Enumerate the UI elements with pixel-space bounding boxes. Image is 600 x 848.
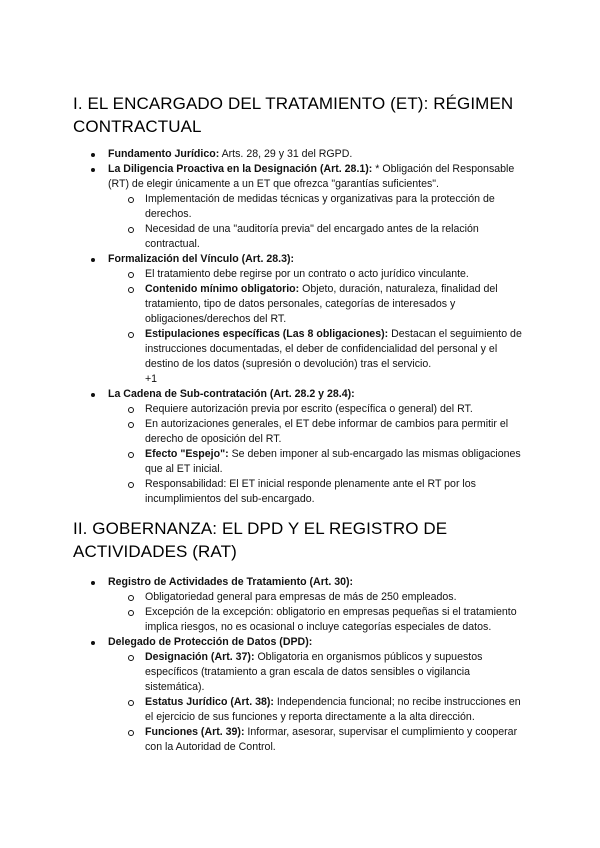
list-item-subcontratacion — [91, 387, 531, 402]
sub-item — [128, 447, 531, 477]
list-item-dpd — [91, 635, 531, 650]
sub-item-text: Requiere autorización previa por escrito (específica o general) del RT. — [145, 403, 473, 415]
item-label: La Cadena de Sub-contratación (Art. 28.2 y 28.4): — [108, 388, 355, 400]
item-label: Registro de Actividades de Tratamiento (Art. 30): — [108, 576, 354, 588]
sub-item-text: Destacan el seguimiento de instrucciones documentadas, el deber de confidencialidad del personal y el destino de los datos (supresión o devolución) tras el servicio. — [145, 328, 522, 370]
sub-item-text: Informar, asesorar, supervisar el cumplimiento y cooperar con la Autoridad de Control. — [145, 726, 518, 753]
item-label: Formalización del Vínculo (Art. 28.3): — [108, 253, 295, 265]
sub-item — [128, 725, 531, 755]
sub-item-label: Estipulaciones específicas (Las 8 obligaciones): — [145, 328, 389, 340]
sub-item-text: En autorizaciones generales, el ET debe informar de cambios para permitir el derecho de oposición del RT. — [145, 418, 509, 445]
sub-item-text: Objeto, duración, naturaleza, finalidad del tratamiento, tipo de datos personales, categorías de interesados y obligaciones/derechos del RT. — [145, 283, 498, 325]
sub-item-text: Obligatoria en organismos públicos y supuestos específicos (tratamiento a gran escala de datos sensibles o vigilancia sistemática). — [145, 651, 483, 693]
sub-item — [128, 402, 531, 417]
extra-note: +1 — [145, 373, 158, 385]
sub-item — [128, 695, 531, 725]
sub-item — [128, 192, 531, 222]
sub-item-text: El tratamiento debe regirse por un contrato o acto jurídico vinculante. — [145, 268, 469, 280]
sub-item — [128, 605, 531, 635]
list-item-registro — [91, 575, 531, 590]
list-item-formalizacion — [91, 252, 531, 267]
sub-item-text: Obligatoriedad general para empresas de más de 250 empleados. — [145, 591, 457, 603]
sub-item — [128, 477, 531, 507]
sub-item — [128, 590, 531, 605]
list-item-diligencia — [91, 162, 531, 192]
sub-item-text: Se deben imponer al sub-encargado las mismas obligaciones que al ET inicial. — [145, 448, 521, 475]
sub-item-label: Designación (Art. 37): — [145, 651, 255, 663]
sub-item-text: Excepción de la excepción: obligatorio en empresas pequeñas si el tratamiento implica riesgos, no es ocasional o incluye categorías especiales de datos. — [145, 606, 517, 633]
sub-item-label: Estatus Jurídico (Art. 38): — [145, 696, 274, 708]
section-1-heading: I. EL ENCARGADO DEL TRATAMIENTO (ET): RÉGIMEN CONTRACTUAL — [73, 94, 514, 136]
item-text: Arts. 28, 29 y 31 del RGPD. — [219, 148, 353, 160]
sub-item-label: Funciones (Art. 39): — [145, 726, 245, 738]
sub-item — [128, 650, 531, 695]
sub-item — [128, 222, 531, 252]
sub-item — [128, 282, 531, 327]
list-item-fundamento — [91, 147, 531, 162]
sub-item-label: Contenido mínimo obligatorio: — [145, 283, 300, 295]
sub-item-text: Independencia funcional; no recibe instrucciones en el ejercicio de sus funciones y reporta directamente a la alta dirección. — [145, 696, 521, 723]
sub-item — [128, 267, 531, 282]
section-1-list — [91, 147, 531, 507]
sub-item-text: Responsabilidad: El ET inicial responde plenamente ante el RT por los incumplimientos del sub-encargado. — [145, 478, 476, 505]
sub-item — [128, 417, 531, 447]
item-label: La Diligencia Proactiva en la Designación (Art. 28.1): — [108, 163, 373, 175]
sub-item-text: Implementación de medidas técnicas y organizativas para la protección de derechos. — [145, 193, 495, 220]
item-label: Fundamento Jurídico: — [108, 148, 220, 160]
sub-item — [128, 327, 531, 372]
item-text: * Obligación del Responsable (RT) de elegir únicamente a un ET que ofrezca "garantías suficientes". — [108, 163, 515, 190]
section-2-heading: II. GOBERNANZA: EL DPD Y EL REGISTRO DE ACTIVIDADES (RAT) — [73, 519, 448, 561]
sub-item-text: Necesidad de una "auditoría previa" del encargado antes de la relación contractual. — [145, 223, 479, 250]
item-label: Delegado de Protección de Datos (DPD): — [108, 636, 313, 648]
sub-item-label: Efecto "Espejo": — [145, 448, 229, 460]
section-2-list — [91, 575, 531, 755]
